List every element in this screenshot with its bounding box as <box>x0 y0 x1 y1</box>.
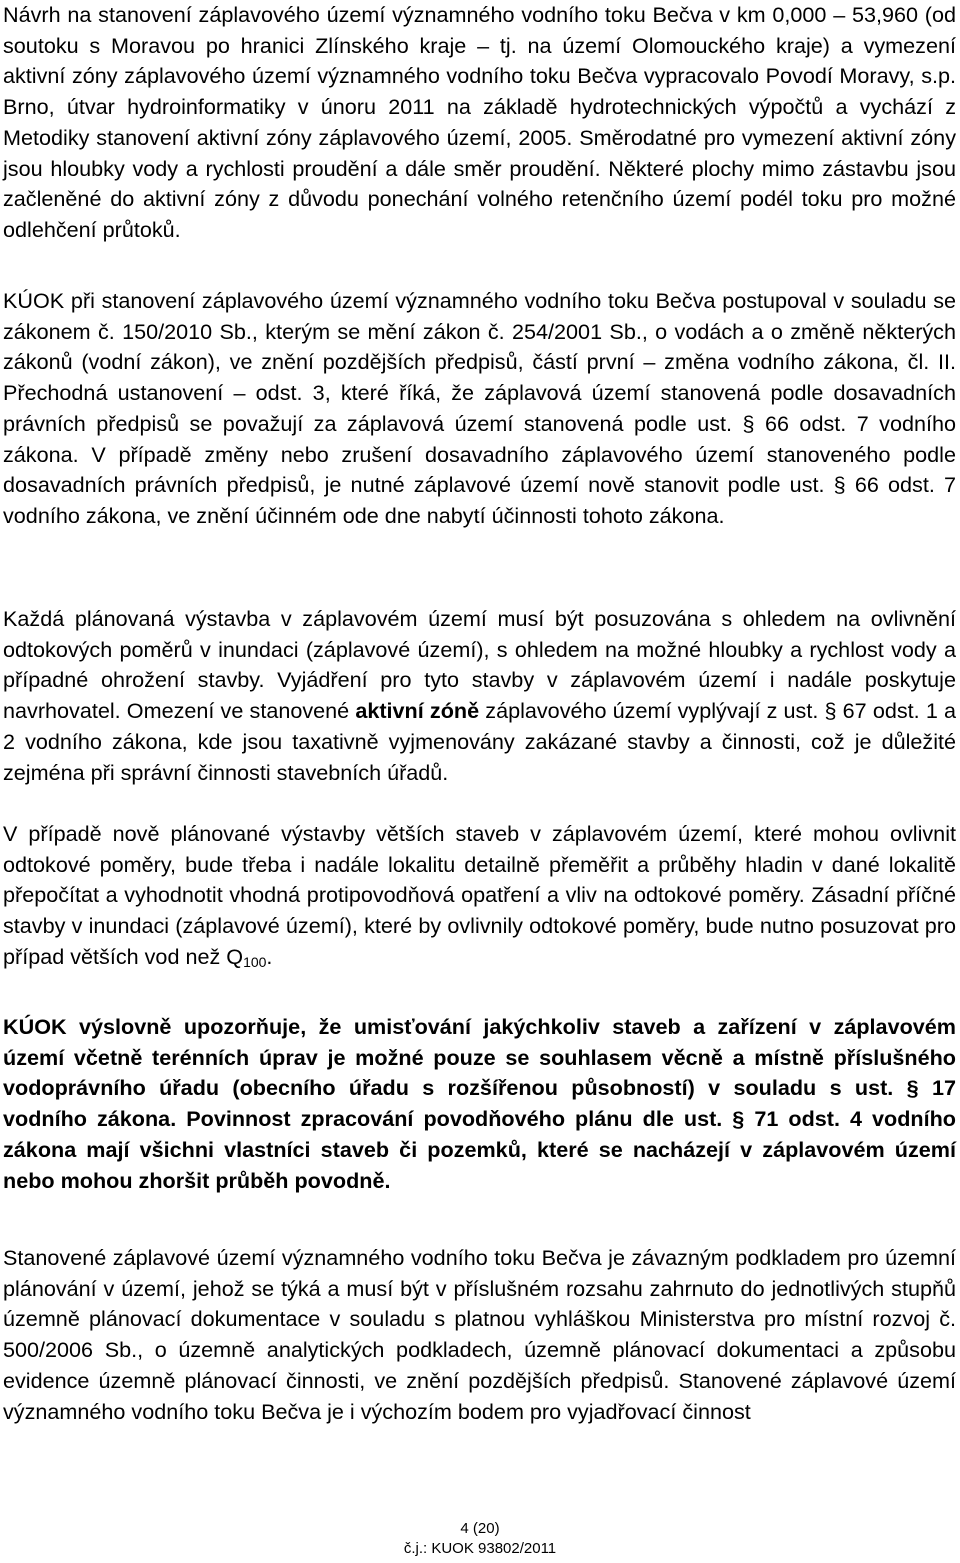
text-subscript: 100 <box>243 953 267 970</box>
text-segment-bold: KÚOK výslovně upozorňuje, že umisťování jakýchkoliv staveb a zařízení v záplavovém území včetně terénních úprav je možné pouze se souhlasem věcně a místně příslušného vodoprávního úřadu (obecního úřadu s rozšířenou působností) v souladu s ust. § 17 vodního zákona. Povinnost zpracování povodňového plánu dle ust. § 71 odst. 4 vodního zákona mají všichni vlastníci staveb či pozemků, které se nacházejí v záplavovém území nebo mohou zhoršit průběh povodně. <box>3 1014 956 1193</box>
text-segment: Každá plánovaná výstavba v záplavovém území musí být posuzována s ohledem na ovlivnění odtokových poměrů v inundaci (záplavové území), s ohledem na možné hloubky a rychlost vody a případné ohrožení stavby. Vyjádření pro tyto stavby v záplavovém území i nadále poskytuje navrhovatel. Omezení ve stanovené <box>3 606 956 724</box>
text-segment: V případě nově plánované výstavby větších staveb v záplavovém území, které mohou ovlivnit odtokové poměry, bude třeba i nadále lokalitu detailně přeměřit a průběhy hladin v dané lokalitě přepočítat a vyhodnotit vhodná protipovodňová opatření a vliv na odtokové poměry. Zásadní příčné stavby v inundaci (záplavové území), které by ovlivnily odtokové poměry, bude nutno posuzovat pro případ větších vod než Q <box>3 821 956 969</box>
paragraph-binding-basis <box>3 1243 956 1427</box>
paragraph-kuok-warning <box>3 1012 956 1196</box>
text-segment: KÚOK při stanovení záplavového území významného vodního toku Bečva postupoval v souladu se zákonem č. 150/2010 Sb., kterým se mění zákon č. 254/2001 Sb., o vodách a o změně některých zákonů (vodní zákon), ve znění pozdějších předpisů, částí první – změna vodního zákona, čl. II. Přechodná ustanovení – odst. 3, které říká, že záplavová území stanovená podle dosavadních právních předpisů se považují za záplavová území stanovená podle ust. § 66 odst. 7 vodního zákona. V případě změny nebo zrušení dosavadního záplavového území stanoveného podle dosavadních právních předpisů, je nutné záplavové území nově stanovit podle ust. § 66 odst. 7 vodního zákona, ve znění účinném ode dne nabytí účinnosti tohoto zákona. <box>3 288 956 528</box>
footer-reference-number: č.j.: KUOK 93802/2011 <box>403 1540 557 1557</box>
paragraph-legal-procedure <box>3 286 956 532</box>
paragraph-planned-construction <box>3 604 956 788</box>
text-segment: záplavového území vyplývají z ust. § 67 odst. 1 a 2 vodního zákona, kde jsou taxativně vyjmenovány zakázané stavby a činnosti, což je důležité zejména při správní činnosti stavebních úřadů. <box>3 698 956 785</box>
paragraph-flood-zone-proposal <box>3 0 956 246</box>
text-segment: Návrh na stanovení záplavového území významného vodního toku Bečva v km 0,000 – 53,960 (od soutoku s Moravou po hranici Zlínského kraje – tj. na území Olomouckého kraje) a vymezení aktivní zóny záplavového území významného vodního toku Bečva vypracovalo Povodí Moravy, s.p. Brno, útvar hydroinformatiky v únoru 2011 na základě hydrotechnických výpočtů a vychází z Metodiky stanovení aktivní zóny záplavového území, 2005. Směrodatné pro vymezení aktivní zóny jsou hloubky vody a rychlosti proudění a dále směr proudění. Některé plochy mimo zástavbu jsou začleněné do aktivní zóny z důvodu ponechání volného retenčního území podél toku pro možné odlehčení průtoků. <box>3 2 956 242</box>
paragraph-large-construction <box>3 819 956 973</box>
text-segment: . <box>266 943 273 969</box>
text-segment-bold: aktivní zóně <box>355 698 480 724</box>
footer-page-number: 4 (20) <box>460 1520 500 1537</box>
text-segment: Stanovené záplavové území významného vodního toku Bečva je závazným podkladem pro územní plánování v území, jehož se týká a musí být v příslušném rozsahu zahrnuto do jednotlivých stupňů územně plánovací dokumentace v souladu s platnou vyhláškou Ministerstva pro místní rozvoj č. 500/2006 Sb., o územně analytických podkladech, územně plánovací dokumentaci a způsobu evidence územně plánovací činnosti, ve znění pozdějších předpisů. Stanovené záplavové území významného vodního toku Bečva je i výchozím bodem pro vyjadřovací činnost <box>3 1245 956 1424</box>
